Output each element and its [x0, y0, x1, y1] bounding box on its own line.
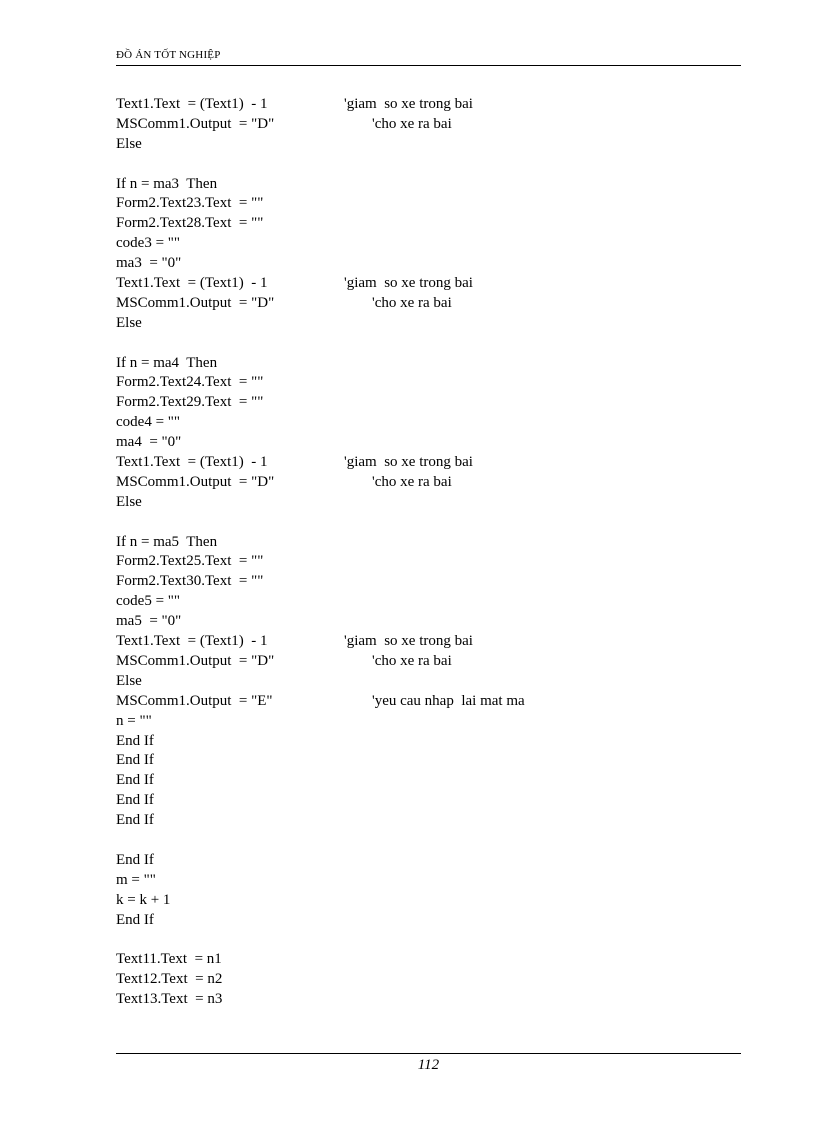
code-line — [116, 891, 741, 911]
code-text: Else — [116, 672, 142, 689]
code-text: Form2.Text25.Text = "" — [116, 553, 264, 570]
code-text: Text1.Text = (Text1) - 1 — [116, 96, 268, 112]
code-text: End If — [116, 812, 154, 829]
code-line — [116, 632, 741, 652]
code-line — [116, 393, 741, 413]
code-text: Text13.Text = n3 — [116, 991, 223, 1008]
code-text: End If — [116, 911, 154, 928]
code-line — [116, 95, 741, 115]
code-text: Form2.Text28.Text = "" — [116, 215, 264, 232]
code-line — [116, 990, 741, 1010]
code-comment: 'giam so xe trong bai — [344, 96, 473, 112]
code-text: Else — [116, 135, 142, 152]
code-comment: 'giam so xe trong bai — [344, 454, 473, 471]
code-line — [116, 493, 741, 513]
footer-divider — [116, 1053, 741, 1054]
code-line — [116, 155, 741, 175]
code-line — [116, 115, 741, 135]
code-text: End If — [116, 851, 154, 868]
code-line — [116, 791, 741, 811]
code-line — [116, 692, 741, 712]
code-text: Text1.Text = (Text1) - 1 — [116, 275, 268, 292]
code-text: End If — [116, 792, 154, 809]
code-line — [116, 572, 741, 592]
code-text: code4 = "" — [116, 414, 181, 431]
code-line — [116, 175, 741, 195]
code-text: Text1.Text = (Text1) - 1 — [116, 633, 268, 650]
code-text: Text1.Text = (Text1) - 1 — [116, 454, 268, 471]
code-text: ma5 = "0" — [116, 613, 182, 630]
code-line — [116, 194, 741, 214]
code-comment: 'giam so xe trong bai — [344, 633, 473, 650]
code-line — [116, 911, 741, 931]
code-text: code3 = "" — [116, 235, 181, 252]
header-divider — [116, 65, 741, 66]
code-line — [116, 732, 741, 752]
code-line — [116, 473, 741, 493]
code-line — [116, 533, 741, 553]
code-line — [116, 712, 741, 732]
code-text: Form2.Text30.Text = "" — [116, 573, 264, 590]
code-text: Else — [116, 314, 142, 331]
code-comment: 'cho xe ra bai — [372, 473, 452, 490]
code-comment: 'cho xe ra bai — [372, 115, 452, 132]
code-text: ma3 = "0" — [116, 255, 182, 272]
code-line — [116, 771, 741, 791]
code-text: If n = ma3 Then — [116, 175, 218, 192]
code-line — [116, 413, 741, 433]
code-line — [116, 234, 741, 254]
code-line — [116, 612, 741, 632]
page-number: 112 — [417, 1057, 440, 1073]
code-line — [116, 314, 741, 334]
code-comment: 'cho xe ra bai — [372, 294, 452, 311]
code-comment: 'yeu cau nhap lai mat ma — [372, 692, 525, 709]
code-comment: 'giam so xe trong bai — [344, 275, 473, 292]
code-text: Form2.Text24.Text = "" — [116, 374, 264, 391]
code-text: m = "" — [116, 871, 156, 888]
code-line — [116, 970, 741, 990]
code-line — [116, 135, 741, 155]
code-line — [116, 513, 741, 533]
code-listing — [116, 95, 741, 1010]
code-line — [116, 652, 741, 672]
code-line — [116, 294, 741, 314]
code-text: If n = ma5 Then — [116, 533, 218, 550]
code-text: MSComm1.Output = "D" — [116, 473, 275, 490]
code-text: Form2.Text29.Text = "" — [116, 394, 264, 411]
code-line — [116, 552, 741, 572]
code-line — [116, 950, 741, 970]
code-text: Text12.Text = n2 — [116, 971, 223, 988]
code-line — [116, 751, 741, 771]
code-text: code5 = "" — [116, 593, 181, 610]
code-line — [116, 354, 741, 374]
code-line — [116, 851, 741, 871]
code-line — [116, 672, 741, 692]
code-line — [116, 811, 741, 831]
code-line — [116, 433, 741, 453]
code-line — [116, 930, 741, 950]
code-text: MSComm1.Output = "E" — [116, 692, 273, 709]
code-text: Text11.Text = n1 — [116, 951, 222, 968]
code-text: End If — [116, 772, 154, 789]
code-text: MSComm1.Output = "D" — [116, 652, 275, 669]
code-line — [116, 831, 741, 851]
page-header-title: ĐỒ ÁN TỐT NGHIỆP — [116, 49, 221, 61]
code-text: n = "" — [116, 712, 152, 729]
code-text: MSComm1.Output = "D" — [116, 294, 275, 311]
code-line — [116, 274, 741, 294]
code-line — [116, 871, 741, 891]
code-text: If n = ma4 Then — [116, 354, 218, 371]
code-text: k = k + 1 — [116, 891, 171, 908]
code-line — [116, 254, 741, 274]
code-text: MSComm1.Output = "D" — [116, 115, 275, 132]
code-line — [116, 214, 741, 234]
code-comment: 'cho xe ra bai — [372, 652, 452, 669]
code-line — [116, 334, 741, 354]
code-line — [116, 453, 741, 473]
code-text: ma4 = "0" — [116, 434, 182, 451]
code-text: Form2.Text23.Text = "" — [116, 195, 264, 212]
code-text: Else — [116, 493, 142, 510]
code-line — [116, 373, 741, 393]
code-line — [116, 592, 741, 612]
code-text: End If — [116, 752, 154, 769]
code-text: End If — [116, 732, 154, 749]
